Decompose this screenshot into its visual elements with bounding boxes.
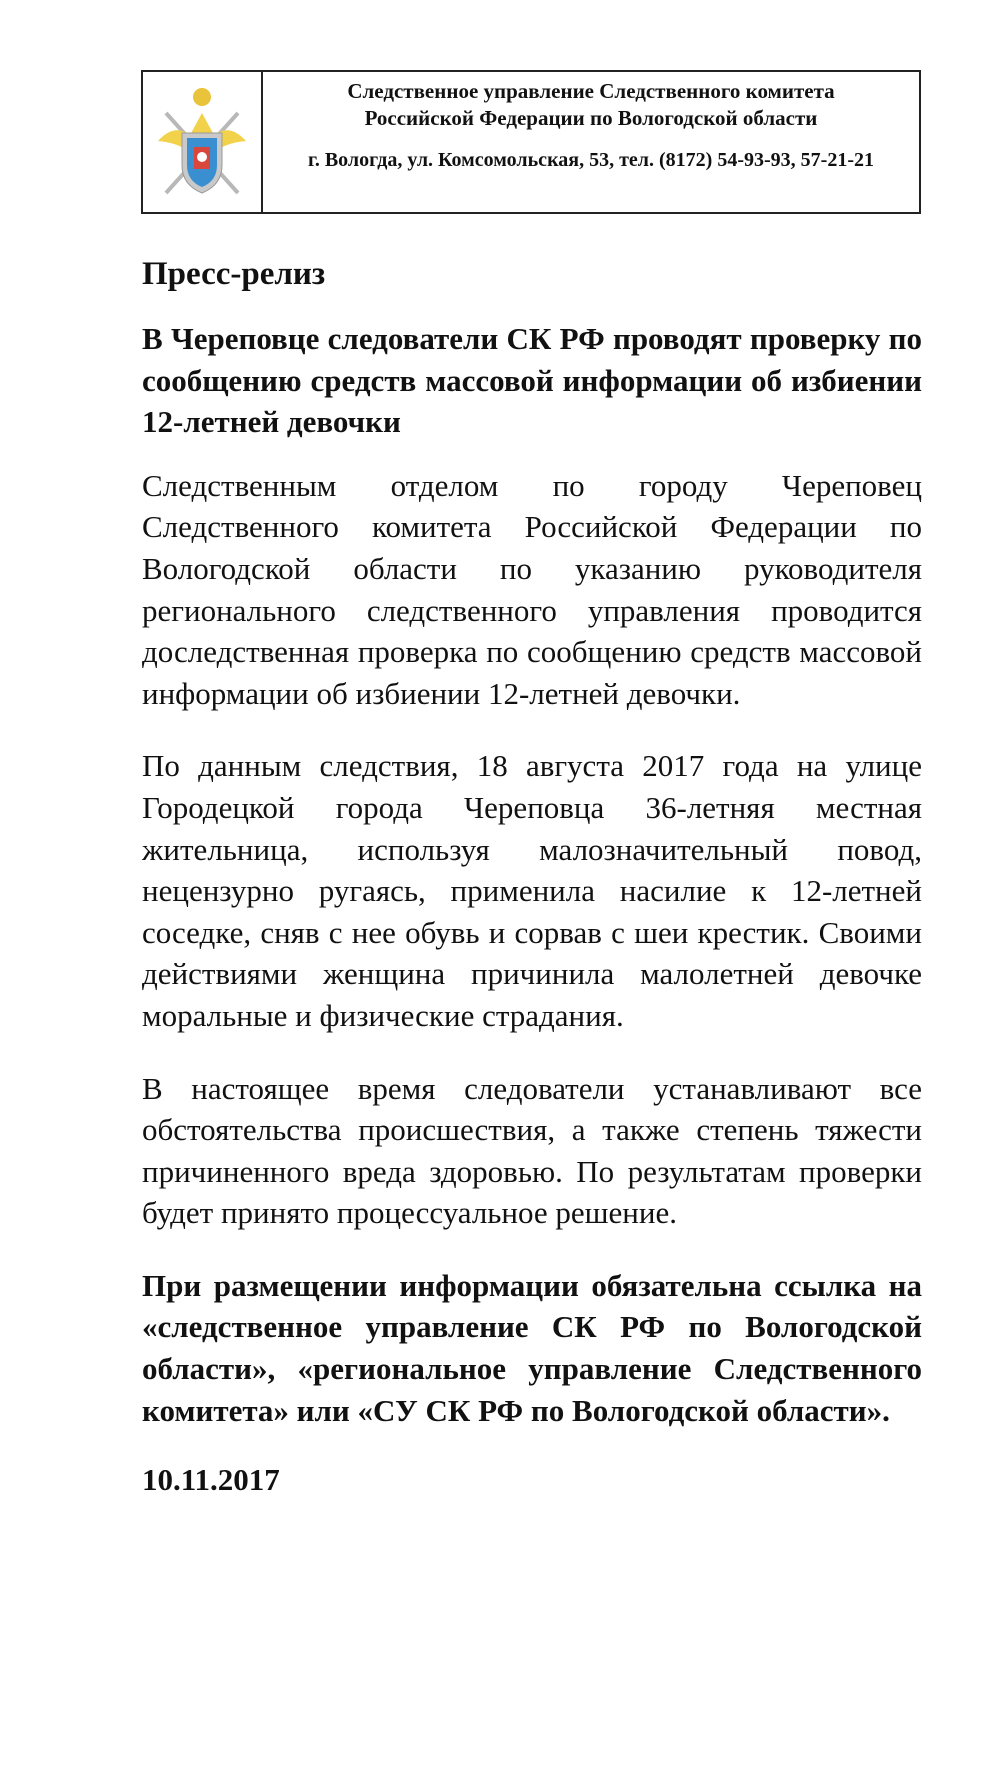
press-release-body bbox=[142, 252, 922, 1498]
org-name-line1: Следственное управление Следственного комитета bbox=[347, 79, 835, 103]
paragraph-3: В настоящее время следователи устанавливают все обстоятельства происшествия, а также степень тяжести причиненного вреда здоровью. По результатам проверки будет принято процессуальное решение. bbox=[142, 1070, 922, 1231]
emblem-logo bbox=[143, 72, 263, 212]
paragraph-1: Следственным отделом по городу Череповец Следственного комитета Российской Федерации по Вологодской области по указанию руководителя регионального следственного управления проводится доследственная проверка по сообщению средств массовой информации об избиении 12-летней девочки. bbox=[142, 467, 922, 711]
org-address: г. Вологда, ул. Комсомольская, 53, тел. (8172) 54-93-93, 57-21-21 bbox=[308, 149, 874, 171]
org-name-line2: Российской Федерации по Вологодской области bbox=[364, 106, 818, 130]
attribution-notice: При размещении информации обязательна ссылка на «следственное управление СК РФ по Вологодской области», «региональное управление Следственного комитета» или «СУ СК РФ по Вологодской области». bbox=[142, 1267, 922, 1428]
letterhead bbox=[141, 70, 921, 214]
headline: В Череповце следователи СК РФ проводят проверку по сообщению средств массовой информации об избиении 12-летней девочки bbox=[142, 321, 922, 440]
page-title: Пресс-релиз bbox=[142, 256, 326, 292]
investigative-committee-emblem-icon bbox=[154, 83, 250, 201]
release-date: 10.11.2017 bbox=[142, 1462, 280, 1498]
paragraph-2: По данным следствия, 18 августа 2017 года на улице Городецкой города Череповца 36-летняя местная жительница, используя малозначительный повод, нецензурно ругаясь, применила насилие к 12-летней соседке, сняв с нее обувь и сорвав с шеи крестик. Своими действиями женщина причинила малолетней девочке моральные и физические страдания. bbox=[142, 748, 922, 1033]
